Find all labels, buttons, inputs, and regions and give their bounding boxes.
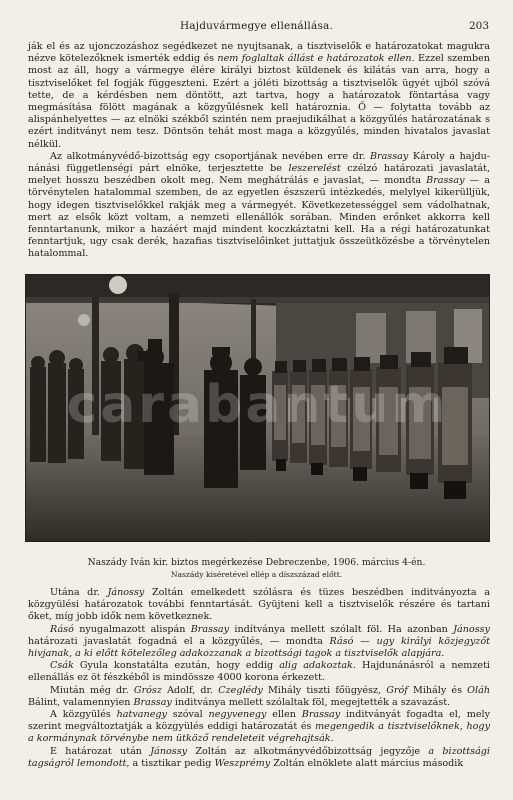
italic-text: Csák bbox=[50, 660, 74, 672]
italic-text: ugy királyi közjegyzőt hivjanak, a ki előtt kötelezőleg adakozzanak a bizottsági tagok a tisztviselők alapjára. bbox=[28, 635, 490, 660]
text-run: inditványát fogadta el, mely szerint megváltoztatják a közgyülés eddigi határozatát és bbox=[28, 709, 490, 733]
paragraph bbox=[28, 746, 490, 770]
text-run: Hajdunánásról a nemzeti ellenállás ez öt fészkéből is mindössze 4000 korona érkezett. bbox=[28, 660, 490, 684]
italic-text: Grósz bbox=[133, 684, 162, 696]
page-number: 203 bbox=[468, 20, 489, 32]
text-run: Bálint, valamennyien bbox=[28, 696, 134, 708]
text-run: szóval bbox=[166, 709, 209, 721]
text-run: Gyula konstatálta ezután, hogy eddig bbox=[73, 660, 280, 672]
photo-caption: Naszády Iván kir. biztos megérkezése Debreczenbe, 1906. március 4-én. bbox=[87, 557, 426, 568]
italic-text: leszerelést bbox=[288, 163, 341, 175]
text-run: A közgyülés bbox=[50, 709, 117, 721]
text-run: nyugalmazott alispán bbox=[73, 623, 191, 635]
text-run: ják el és az ujonczozáshoz segédkezet ne nyujtsanak, a tisztviselők e határozatokat magukra nézve kötelezőknek ismerték eddig és bbox=[28, 41, 490, 65]
text-run: Károly a hajdu-nánási függetlenségi párt elnöke, terjesztette be bbox=[28, 150, 491, 175]
text-run: határozati javaslatát fogadná el a közgyűlés, — mondta bbox=[28, 635, 330, 647]
italic-text: Weszprémy bbox=[214, 757, 271, 769]
italic-text: hatvanegy bbox=[116, 709, 167, 721]
text-run: Az alkotmányvédő-bizottság egy csoportjának nevében erre dr. bbox=[50, 150, 370, 162]
text-run: Adolf, dr. bbox=[161, 684, 219, 696]
italic-text: Oláh bbox=[467, 684, 491, 696]
text-run: — bbox=[353, 635, 377, 647]
paragraph bbox=[28, 41, 490, 151]
paragraph bbox=[28, 624, 490, 661]
italic-text: Jánossy bbox=[150, 745, 188, 757]
italic-text: Brassay bbox=[301, 709, 341, 721]
paragraph bbox=[28, 709, 490, 746]
italic-text: Brassay bbox=[190, 623, 230, 635]
italic-text: Brassay bbox=[133, 696, 172, 708]
text-run: indítványa mellett szólalt föl. Ha azonban bbox=[229, 623, 454, 635]
italic-text: megengedik a tisztviselőknek, hogy a kormánynak törvénybe nem ütköző rendeleteit végrehajtsák. bbox=[28, 721, 490, 745]
text-run: ellen bbox=[266, 709, 302, 721]
text-run: a tisztikar pedig bbox=[129, 757, 215, 769]
italic-text: Gróf bbox=[386, 684, 408, 696]
paragraph bbox=[28, 660, 490, 684]
text-run: Ezzel szemben most az áll, hogy a vármegye élére királyi biztost küldenek és kilátás van arra, hogy a tisztviselőket fel fogják függeszteni. Ezért a jóléti bizottság a tisztviselők ügyét ujból szóvá tette, de a kérdésben nem döntött, azt tartva, hogy a határozatok föntartása vagy megmásítása fölött magának a közgyűlésnek kell határoznia. Ő — folytatta tovább az alispánhelyettes — az elnöki székből szintén nem praejudikálhat a közgyűlés határozatának s ezért inditványt nem tesz. Döntsön tehát most maga a közgyűlés, minden hivatalos javaslat nélkül. bbox=[28, 53, 490, 150]
text-run: Zoltán az alkotmányvédőbizottság jegyzője bbox=[187, 745, 429, 757]
text-run: czélzó határozati javaslatát, melyet hosszu beszédben okolt meg. Nem meghátrálás e javaslat, — mondta bbox=[28, 163, 490, 187]
photo-watermark: carabantum bbox=[66, 375, 449, 435]
paragraph bbox=[28, 151, 490, 261]
text-run: Utána dr. bbox=[50, 587, 108, 598]
text-run: — a törvénytelen hatalommal szemben, de az egyetlen észszerü intézkedés, melylyel kikerülljük, hogy idegen tisztviselőkkel rakják meg a vármegyét. Következetességgel sem vádolhatnak, mert az elsők közt voltam, a nemzeti ellenállók sorában. Minden erőnket akkorra kell fenntartanunk, mikor a hazáért majd mindent koczkáztatni kell. Ha a régi határozatunkat fenntartjuk, ugy csak derék, hazafias tisztviselőinket juttatjuk összeütközésbe a törvénytelen hatalommal. bbox=[28, 175, 490, 260]
italic-text: Jánossy bbox=[107, 587, 145, 598]
italic-text: alig adakoztak. bbox=[279, 660, 356, 672]
paragraph bbox=[28, 685, 490, 709]
bottom-text-block bbox=[28, 587, 490, 770]
text-run: Zoltán elnöklete alatt március második bbox=[270, 757, 464, 769]
text-run: Mihály és bbox=[407, 684, 468, 696]
italic-text: a bizottsági tagságról lemondott, bbox=[28, 745, 490, 769]
paragraph bbox=[28, 587, 490, 624]
top-text-block bbox=[28, 41, 490, 261]
italic-text: Brassay bbox=[369, 150, 409, 162]
italic-text: Czeglédy bbox=[218, 684, 263, 696]
italic-text: Rásó bbox=[329, 635, 354, 647]
italic-text: negyvenegy bbox=[208, 709, 267, 721]
italic-text: Brassay bbox=[426, 175, 465, 187]
italic-text: Jánossy bbox=[453, 623, 490, 635]
running-head: Hajduvármegye ellenállása. bbox=[179, 20, 334, 32]
photo-subcaption: Naszády kiséretével ellép a díszszázad előtt. bbox=[170, 570, 343, 579]
text-run: Mihály tiszti főügyész, bbox=[262, 684, 387, 696]
italic-text: Rásó bbox=[50, 623, 74, 635]
text-run: Miután még dr. bbox=[50, 684, 134, 696]
text-run: inditványa mellett szólaltak föl, megejtették a szavazást. bbox=[171, 696, 451, 708]
text-run: E határozat után bbox=[50, 745, 151, 757]
photograph bbox=[25, 274, 490, 542]
italic-text: nem foglaltak állást e határozatok ellen. bbox=[217, 53, 415, 65]
text-run: Zoltán emelkedett szólásra és tüzes beszédben inditványozta a közgyülési határozatok további fenntartását. Gyüjteni kell a tisztviselők részére és tartani őket, míg jobb idők nem következnek. bbox=[28, 587, 490, 623]
